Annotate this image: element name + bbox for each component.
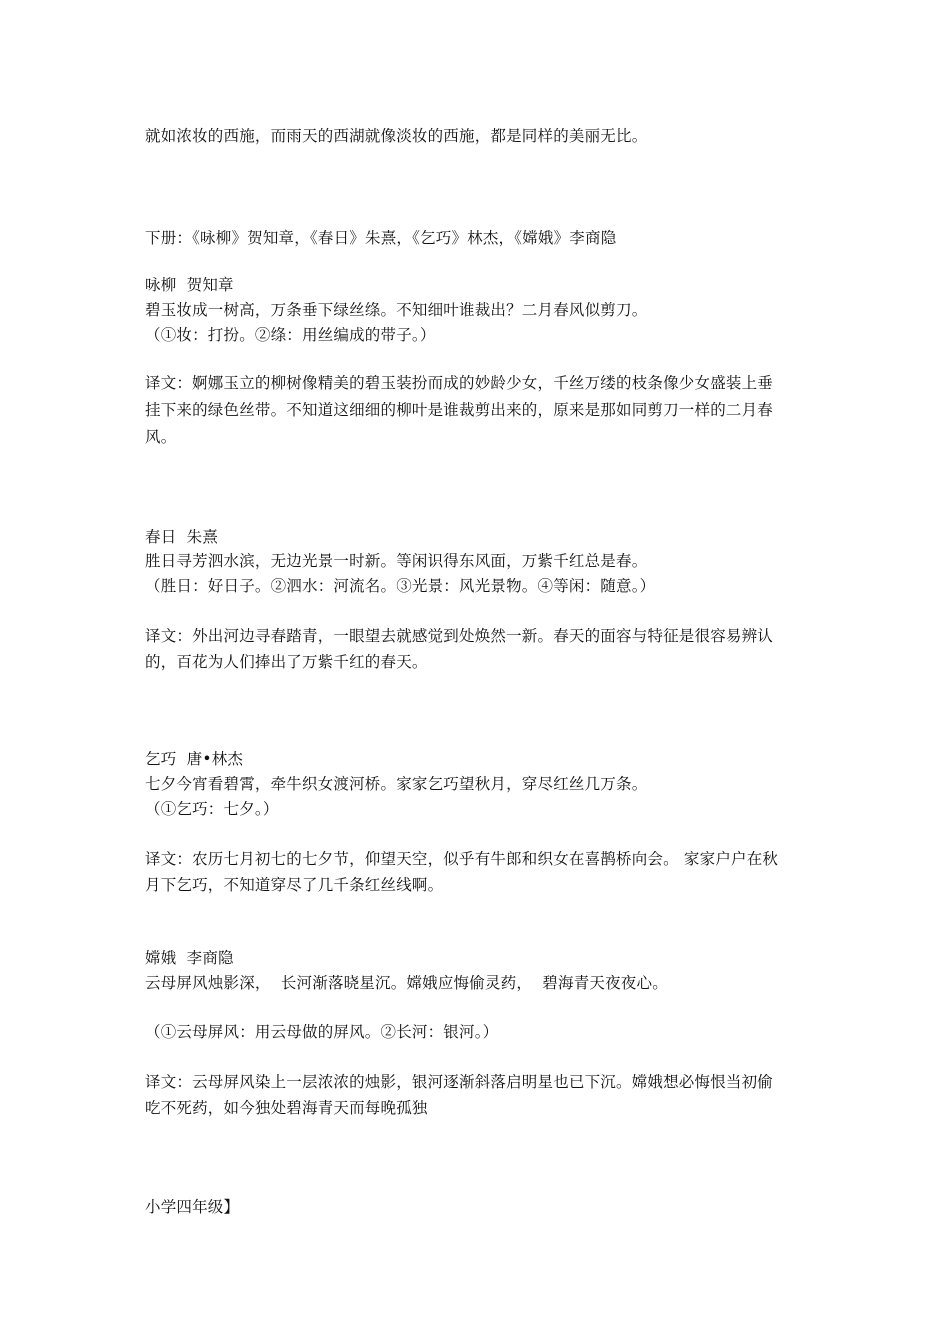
- poem-text-chunri: 胜日寻芳泗水滨，无边光景一时新。等闲识得东风面，万紫千红总是春。: [145, 552, 648, 570]
- poem-text-qiqiao: 七夕今宵看碧霄，牵牛织女渡河桥。家家乞巧望秋月，穿尽红丝几万条。: [145, 775, 648, 793]
- translation-yongliu-line1: 译文：婀娜玉立的柳树像精美的碧玉装扮而成的妙龄少女，千丝万缕的枝条像少女盛装上垂: [145, 374, 774, 392]
- translation-qiqiao-line1: 译文：农历七月初七的七夕节，仰望天空，似乎有牛郎和织女在喜鹊桥向会。 家家户户在秋: [145, 850, 779, 868]
- translation-chunri-line1: 译文：外出河边寻春踏青，一眼望去就感觉到处焕然一新。春天的面容与特征是很容易辨认: [145, 627, 774, 645]
- poem-notes-yongliu: （①妆：打扮。②绦：用丝编成的带子。）: [145, 326, 436, 344]
- grade-heading: 小学四年级】: [145, 1198, 240, 1216]
- translation-change-line2: 吃不死药，如今独处碧海青天而每晚孤独: [145, 1099, 428, 1117]
- translation-change-line1: 译文：云母屏风染上一层浓浓的烛影，银河逐渐斜落启明星也已下沉。嫦娥想必悔恨当初偷: [145, 1073, 774, 1091]
- poem-notes-qiqiao: （①乞巧：七夕。）: [145, 800, 279, 818]
- translation-qiqiao-line2: 月下乞巧，不知道穿尽了几千条红丝线啊。: [145, 876, 444, 894]
- translation-yongliu-line2: 挂下来的绿色丝带。不知道这细细的柳叶是谁裁剪出来的，原来是那如同剪刀一样的二月春: [145, 401, 774, 419]
- poem-text-yongliu: 碧玉妆成一树高，万条垂下绿丝绦。不知细叶谁裁出？二月春风似剪刀。: [145, 301, 648, 319]
- volume-contents-heading: 下册：《咏柳》贺知章，《春日》朱熹，《乞巧》林杰，《嫦娥》李商隐: [145, 229, 617, 247]
- intro-translation-end: 就如浓妆的西施，而雨天的西湖就像淡妆的西施，都是同样的美丽无比。: [145, 127, 648, 145]
- poem-title-qiqiao: 乞巧 唐•林杰: [145, 750, 244, 768]
- poem-title-yongliu: 咏柳 贺知章: [145, 276, 234, 294]
- poem-text-change: 云母屏风烛影深， 长河渐落晓星沉。嫦娥应悔偷灵药， 碧海青天夜夜心。: [145, 974, 668, 992]
- poem-title-chunri: 春日 朱熹: [145, 528, 219, 546]
- translation-yongliu-line3: 风。: [145, 428, 177, 446]
- translation-chunri-line2: 的，百花为人们捧出了万紫千红的春天。: [145, 653, 428, 671]
- poem-notes-change: （①云母屏风：用云母做的屏风。②长河：银河。）: [145, 1023, 499, 1041]
- poem-title-change: 嫦娥 李商隐: [145, 949, 234, 967]
- poem-notes-chunri: （胜日：好日子。②泗水：河流名。③光景：风光景物。④等闲：随意。）: [145, 577, 656, 595]
